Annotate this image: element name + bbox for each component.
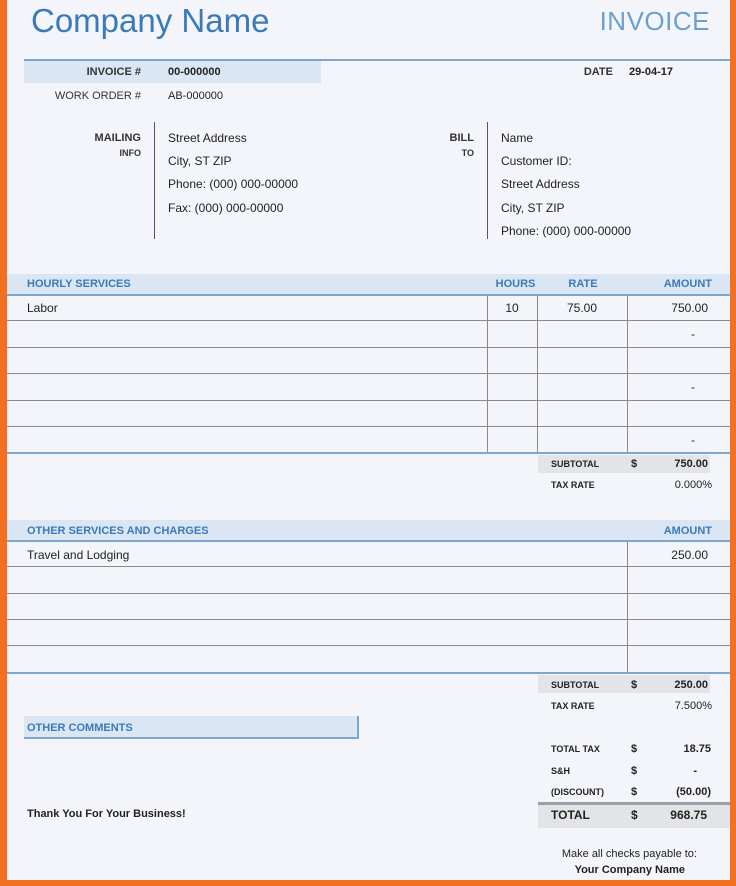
table-row-amount: 750.00	[671, 301, 708, 315]
table-row-amount[interactable]: 250.00	[671, 548, 708, 562]
other-table-bottom	[7, 672, 730, 674]
row-divider	[7, 400, 730, 401]
total-value: 968.75	[670, 808, 707, 822]
hourly-subtotal-label: SUBTOTAL	[551, 459, 600, 469]
row-divider	[7, 426, 730, 427]
bill-divider	[487, 122, 488, 239]
other-subtotal-currency: $	[631, 679, 638, 691]
hourly-services-title: HOURLY SERVICES	[27, 278, 131, 290]
table-row-amount: -	[691, 433, 695, 447]
work-order-label: WORK ORDER #	[54, 90, 141, 102]
mailing-line[interactable]: Street Address	[168, 131, 247, 145]
hourly-table-bottom	[7, 452, 730, 454]
bill-line[interactable]: City, ST ZIP	[501, 201, 565, 215]
hourly-subtotal-currency: $	[631, 458, 638, 470]
hours-column-header: HOURS	[495, 278, 536, 290]
mailing-line[interactable]: Fax: (000) 000-00000	[168, 201, 284, 215]
other-taxrate-value[interactable]: 7.500%	[674, 700, 712, 712]
table-row-amount: -	[691, 380, 695, 394]
sh-label: S&H	[551, 766, 571, 776]
payable-name: Your Company Name	[574, 864, 685, 876]
company-name: Company Name	[31, 2, 270, 39]
row-divider	[7, 566, 730, 567]
other-subtotal-label: SUBTOTAL	[551, 680, 600, 690]
thank-you-message: Thank You For Your Business!	[27, 808, 186, 820]
sh-currency: $	[631, 765, 638, 777]
date-label: DATE	[583, 66, 613, 78]
bill-line[interactable]: Name	[501, 131, 534, 145]
total-tax-label: TOTAL TAX	[551, 744, 600, 754]
other-taxrate-label: TAX RATE	[551, 701, 595, 711]
payable-note: Make all checks payable to:	[561, 848, 697, 860]
total-currency: $	[631, 808, 638, 822]
row-divider	[7, 619, 730, 620]
row-divider	[7, 320, 730, 321]
discount-label: (DISCOUNT)	[551, 787, 604, 797]
mailing-line[interactable]: City, ST ZIP	[168, 154, 232, 168]
date-value[interactable]: 29-04-17	[629, 66, 674, 78]
invoice-title: INVOICE	[599, 6, 710, 36]
total-tax-value: 18.75	[683, 743, 711, 755]
table-row-desc[interactable]: Labor	[27, 301, 58, 315]
discount-value[interactable]: (50.00)	[676, 786, 711, 798]
sh-value[interactable]: -	[693, 765, 697, 777]
mailing-sublabel: INFO	[119, 148, 141, 158]
invoice-number-value[interactable]: 00-000000	[168, 66, 221, 78]
total-tax-currency: $	[631, 743, 638, 755]
bill-line[interactable]: Customer ID:	[501, 154, 572, 168]
mailing-line[interactable]: Phone: (000) 000-00000	[168, 177, 299, 191]
other-amount-column-header: AMOUNT	[663, 525, 712, 537]
bill-line[interactable]: Phone: (000) 000-00000	[501, 224, 632, 238]
mailing-label: MAILING	[94, 132, 141, 144]
hourly-taxrate-label: TAX RATE	[551, 480, 595, 490]
other-subtotal-value: 250.00	[674, 679, 708, 691]
row-divider	[7, 373, 730, 374]
row-divider	[7, 593, 730, 594]
rate-column-header: RATE	[568, 278, 598, 290]
bill-sublabel: TO	[461, 148, 474, 158]
table-row-desc[interactable]: Travel and Lodging	[27, 548, 130, 562]
hourly-subtotal-value: 750.00	[674, 458, 708, 470]
row-divider	[7, 645, 730, 646]
bill-line[interactable]: Street Address	[501, 177, 580, 191]
invoice-page	[7, 0, 730, 880]
table-row-amount: -	[691, 327, 695, 341]
comments-title: OTHER COMMENTS	[27, 722, 133, 734]
amount-column-header: AMOUNT	[663, 278, 712, 290]
bill-label: BILL	[449, 132, 474, 144]
invoice-number-label: INVOICE #	[86, 66, 141, 78]
row-divider	[7, 347, 730, 348]
other-services-title: OTHER SERVICES AND CHARGES	[27, 525, 209, 537]
hourly-taxrate-value[interactable]: 0.000%	[674, 479, 712, 491]
table-row-hours[interactable]: 10	[505, 301, 519, 315]
work-order-value[interactable]: AB-000000	[168, 90, 224, 102]
total-label: TOTAL	[551, 808, 590, 822]
mailing-divider	[154, 122, 155, 239]
table-row-rate[interactable]: 75.00	[566, 301, 598, 315]
discount-currency: $	[631, 786, 638, 798]
